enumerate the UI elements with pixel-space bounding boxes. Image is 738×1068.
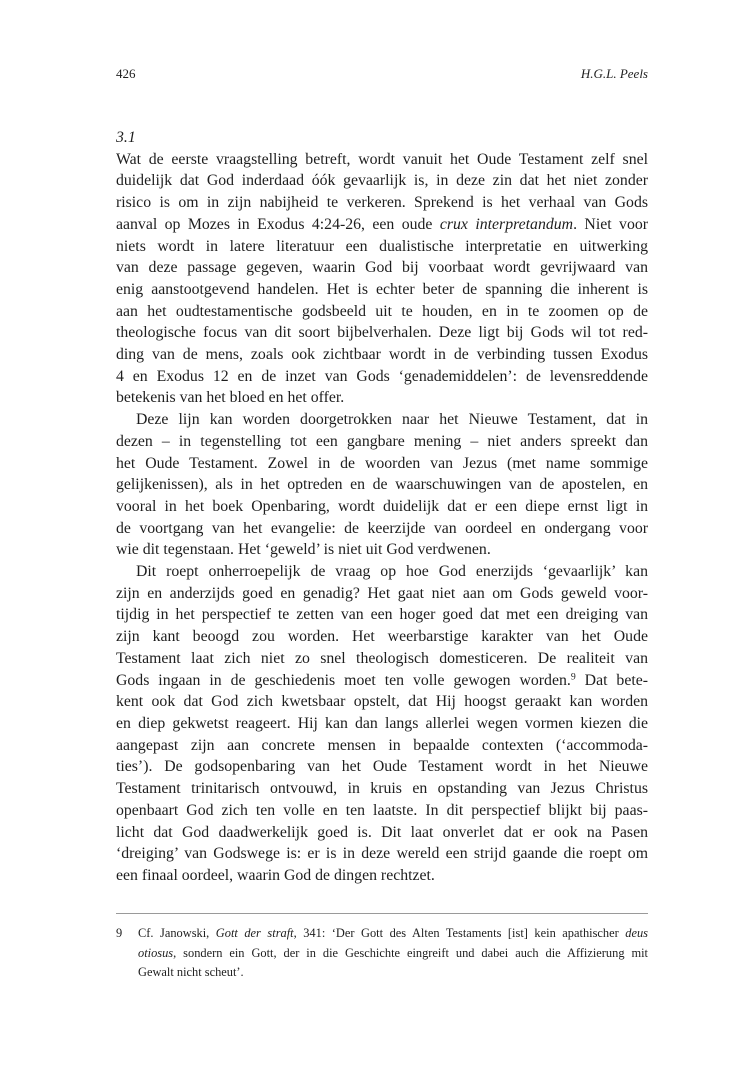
text-run: vooral in het boek Openbaring, wordt duidelijk dat er een diepe ernst ligt in xyxy=(116,497,648,515)
text-run: tijdig in het perspectief te zetten van een hoger goed dat met een dreiging van xyxy=(116,606,648,624)
text-line xyxy=(116,735,648,757)
text-run: betekenis van het bloed en het offer. xyxy=(116,389,345,407)
text-run: . Niet voor xyxy=(573,215,648,233)
text-run: kent ook dat God zich kwetsbaar opstelt, dat Hij hoogst geraakt kan worden xyxy=(116,693,648,711)
text-line xyxy=(116,344,648,366)
text-line xyxy=(116,822,648,844)
text-line xyxy=(116,778,648,800)
text-run: ties’). De godsopenbaring van het Oude Testament wordt in het Nieuwe xyxy=(116,758,648,776)
text-line xyxy=(116,713,648,735)
text-line xyxy=(116,257,648,279)
footnote-line xyxy=(138,944,648,964)
text-line xyxy=(116,387,648,409)
footnote xyxy=(116,924,648,983)
text-line xyxy=(116,366,648,388)
text-run: theologische focus van dit soort bijbelverhalen. Deze ligt bij Gods wil tot red- xyxy=(116,324,648,342)
text-run: aan het oudtestamentische godsbeeld uit te houden, en in te zoomen op de xyxy=(116,302,648,320)
text-line xyxy=(116,539,648,561)
text-run: Wat de eerste vraagstelling betreft, wordt vanuit het Oude Testament zelf snel xyxy=(116,150,648,168)
text-line xyxy=(116,496,648,518)
paragraph xyxy=(116,149,648,409)
text-line xyxy=(116,648,648,670)
footnote-divider xyxy=(116,913,648,914)
text-run: , 341: ‘Der Gott des Alten Testaments [ist] kein apathischer xyxy=(293,926,626,940)
text-run: Deze lijn kan worden doorgetrokken naar het Nieuwe Testament, dat in xyxy=(136,411,648,429)
text-line xyxy=(116,626,648,648)
section-number: 3.1 xyxy=(116,129,136,146)
text-line xyxy=(116,865,648,887)
text-run: Testament trinitarisch ontvouwd, in kruis en opstanding van Jezus Christus xyxy=(116,780,648,798)
text-run: risico is om in zijn nabijheid te verkeren. Sprekend is het verhaal van Gods xyxy=(116,194,648,212)
text-line xyxy=(116,192,648,214)
text-line xyxy=(116,691,648,713)
footnote-line xyxy=(138,924,648,944)
paragraphs xyxy=(116,149,648,887)
paragraph xyxy=(116,409,648,561)
text-line xyxy=(116,756,648,778)
text-line xyxy=(116,670,648,692)
italic-text: deus xyxy=(625,926,648,940)
text-run: ‘dreiging’ van Godswege is: er is in deze wereld een strijd gaande die roept om xyxy=(116,845,648,863)
main-text xyxy=(116,127,648,887)
text-line xyxy=(116,474,648,496)
text-run: 4 en Exodus 12 en de inzet van Gods ‘genademiddelen’: de levensreddende xyxy=(116,367,648,385)
italic-text: crux interpretandum xyxy=(439,215,574,233)
text-run: Gewalt nicht scheut’. xyxy=(138,965,244,979)
text-run: van deze passage gegeven, waarin God bij voorbaat wordt gevrijwaard van xyxy=(116,259,648,277)
text-run: aanval op Mozes in Exodus 4:24-26, een oude xyxy=(116,215,440,233)
text-run: dezen – in tegenstelling tot een gangbare mening – niet anders spreekt dan xyxy=(116,432,648,450)
footnote-line xyxy=(138,963,648,983)
text-line xyxy=(116,518,648,540)
text-run: Testament laat zich niet zo snel theologisch domesticeren. De realiteit van xyxy=(116,649,648,667)
text-line xyxy=(116,604,648,626)
footnote-text xyxy=(138,924,648,983)
text-line xyxy=(116,149,648,171)
text-run: niets wordt in latere literatuur een dualistische interpretatie en uitwerking xyxy=(116,237,648,255)
running-header xyxy=(116,64,648,84)
text-line xyxy=(116,301,648,323)
text-run: ding van de mens, zoals ook zichtbaar wordt in de verbinding tussen Exodus xyxy=(116,346,648,364)
text-run: aangepast zijn aan concrete mensen in bepaalde contexten (‘accommoda- xyxy=(116,736,648,754)
text-run: Gods ingaan in de geschiedenis moet ten volle gewogen worden. xyxy=(116,671,571,689)
text-line xyxy=(116,800,648,822)
running-head-author: H.G.L. Peels xyxy=(580,66,648,81)
text-run: Dit roept onherroepelijk de vraag op hoe God enerzijds ‘gevaarlijk’ kan xyxy=(136,563,648,581)
text-run: gelijkenissen), als in het optreden en de waarschuwingen van de apostelen, en xyxy=(116,476,648,494)
text-run: een finaal oordeel, waarin God de dingen rechtzet. xyxy=(116,866,435,884)
text-line xyxy=(116,409,648,431)
italic-text: otiosus xyxy=(138,945,174,960)
italic-text: Gott der straft xyxy=(215,926,294,940)
text-line xyxy=(116,431,648,453)
text-line xyxy=(116,583,648,605)
text-run: zijn kant beoogd zou worden. Het weerbarstige karakter van het Oude xyxy=(116,628,648,646)
text-line xyxy=(116,279,648,301)
text-run: zijn en anderzijds goed en genadig? Het gaat niet aan om Gods geweld voor- xyxy=(116,584,648,602)
text-run: het Oude Testament. Zowel in de woorden van Jezus (met name sommige xyxy=(116,454,648,472)
text-run: Cf. Janowski, xyxy=(138,926,216,940)
text-run: duidelijk dat God inderdaad óók gevaarlijk is, in deze zin dat het niet zonder xyxy=(116,172,648,190)
text-line xyxy=(116,322,648,344)
text-run: de voortgang van het evangelie: de keerzijde van oordeel en ondergang voor xyxy=(116,519,648,537)
footnote-reference: 9 xyxy=(570,671,576,683)
text-line xyxy=(116,453,648,475)
text-run: licht dat God daadwerkelijk goed is. Dit laat onverlet dat er ook na Pasen xyxy=(116,823,648,841)
text-run: enig aanstootgevend handelen. Het is echter beter de spanning die inherent is xyxy=(116,280,648,298)
page-number: 426 xyxy=(116,66,136,81)
text-line xyxy=(116,170,648,192)
text-run: openbaart God zich ten volle en ten laatste. In dit perspectief blijkt bij paas- xyxy=(116,801,648,819)
paragraph xyxy=(116,561,648,887)
text-line xyxy=(116,843,648,865)
text-run: wie dit tegenstaan. Het ‘geweld’ is niet uit God verdwenen. xyxy=(116,541,491,559)
text-line xyxy=(116,236,648,258)
text-run: Dat bete- xyxy=(575,671,648,689)
footnote-number: 9 xyxy=(116,926,123,940)
text-run: , sondern ein Gott, der in die Geschichte eingreift und dabei auch die Affizierung mit xyxy=(173,945,648,960)
text-run: en diep gekwetst reageert. Hij kan dan langs allerlei wegen vormen kiezen die xyxy=(116,714,648,732)
text-line xyxy=(116,561,648,583)
text-line xyxy=(116,214,648,236)
